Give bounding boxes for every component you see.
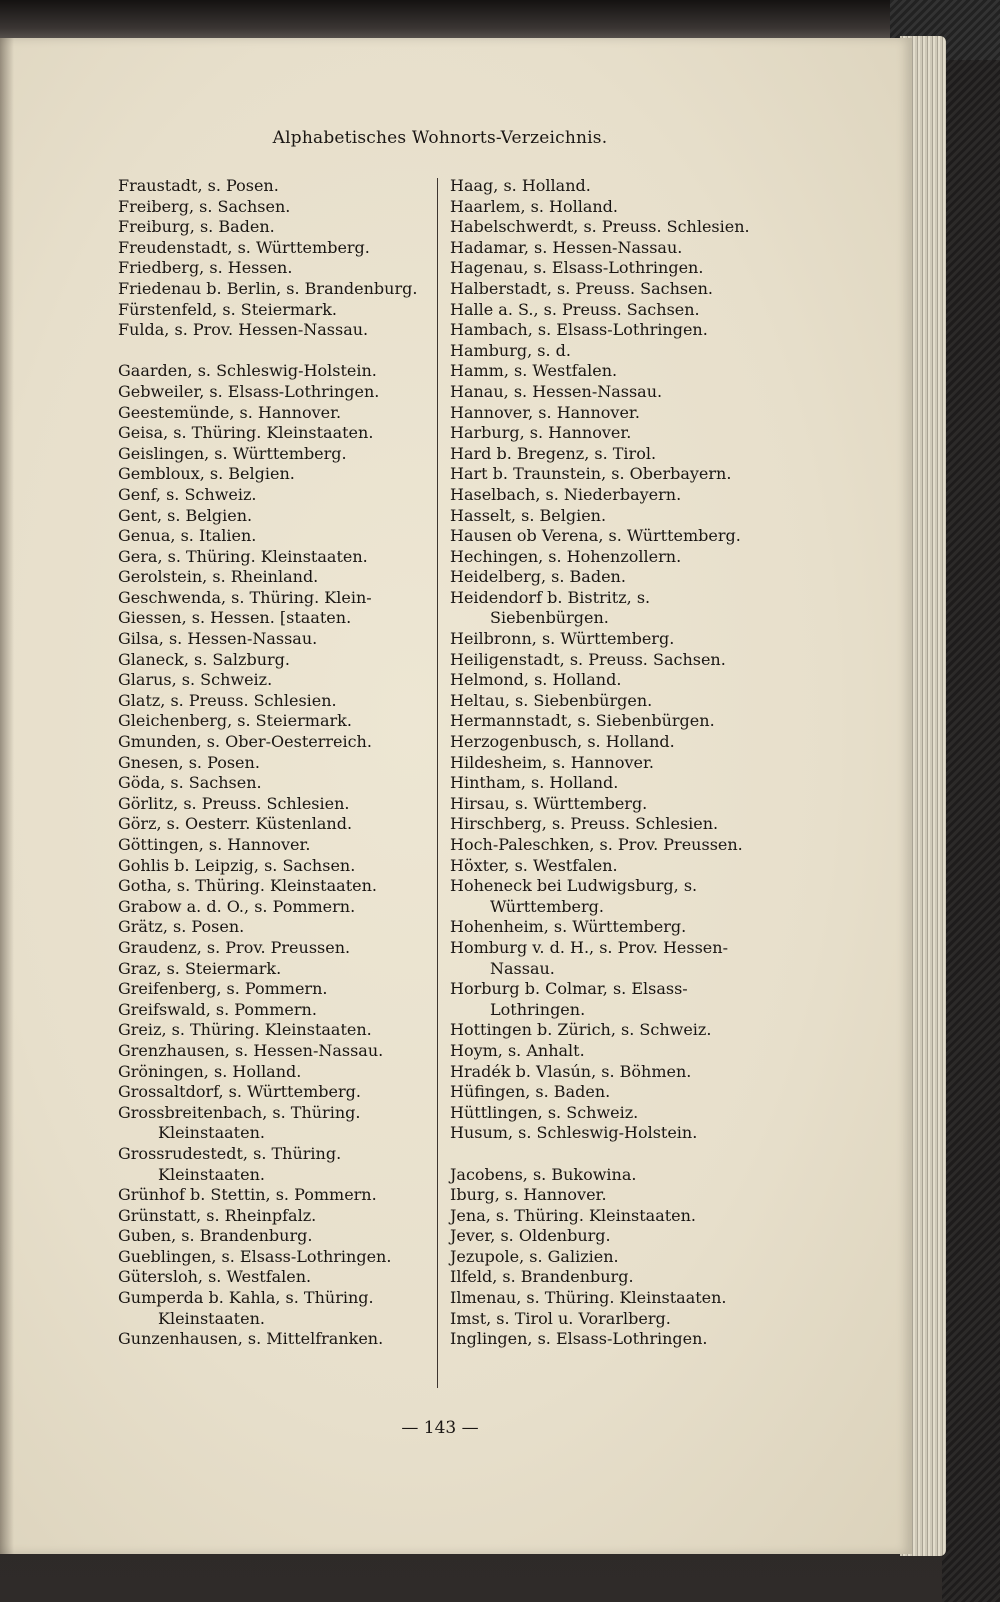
directory-entry: Gunzenhausen, s. Mittelfranken. <box>118 1329 384 1349</box>
directory-entry: Hamburg, s. d. <box>450 340 571 360</box>
left-column <box>118 176 428 1350</box>
directory-entry: Gütersloh, s. Westfalen. <box>118 1267 312 1287</box>
right-column <box>450 176 760 1350</box>
directory-entry: Hintham, s. Holland. <box>450 773 619 793</box>
directory-entry: Genf, s. Schweiz. <box>118 484 257 504</box>
directory-entry: Harburg, s. Hannover. <box>450 423 632 443</box>
directory-entry: Glaneck, s. Salzburg. <box>118 649 290 669</box>
directory-entry: Halle a. S., s. Preuss. Sachsen. <box>450 299 700 319</box>
directory-entry: Horburg b. Colmar, s. Elsass-Lothringen. <box>450 979 688 1019</box>
directory-entry: Iburg, s. Hannover. <box>450 1185 607 1205</box>
directory-entry: Guben, s. Brandenburg. <box>118 1226 313 1246</box>
directory-entry: Inglingen, s. Elsass-Lothringen. <box>450 1329 708 1349</box>
directory-entry: Hambach, s. Elsass-Lothringen. <box>450 320 708 340</box>
directory-entry: Gent, s. Belgien. <box>118 505 253 525</box>
directory-entry: Grossaltdorf, s. Württemberg. <box>118 1082 361 1102</box>
directory-entry: Gmunden, s. Ober-Oesterreich. <box>118 732 372 752</box>
directory-entry: Heidelberg, s. Baden. <box>450 567 626 587</box>
directory-entry: Geislingen, s. Württemberg. <box>118 443 347 463</box>
directory-entry: Hard b. Bregenz, s. Tirol. <box>450 443 657 463</box>
directory-entry: Haselbach, s. Niederbayern. <box>450 484 682 504</box>
directory-entry: Jever, s. Oldenburg. <box>450 1226 611 1246</box>
directory-entry: Ilmenau, s. Thüring. Kleinstaaten. <box>450 1288 727 1308</box>
directory-entry: Herzogenbusch, s. Holland. <box>450 732 675 752</box>
directory-entry: Görz, s. Oesterr. Küstenland. <box>118 814 353 834</box>
section-gap <box>450 1144 760 1165</box>
directory-entry: Gera, s. Thüring. Kleinstaaten. <box>118 546 368 566</box>
directory-entry: Gebweiler, s. Elsass-Lothringen. <box>118 381 380 401</box>
directory-entry: Hart b. Traunstein, s. Oberbayern. <box>450 464 732 484</box>
directory-entry: Hirsau, s. Württemberg. <box>450 793 648 813</box>
directory-entry: Heidendorf b. Bistritz, s. Siebenbürgen. <box>450 587 651 628</box>
directory-entry: Hadamar, s. Hessen-Nassau. <box>450 237 683 257</box>
directory-entry: Grossrudestedt, s. Thüring. Kleinstaaten. <box>118 1143 342 1184</box>
directory-entry: Genua, s. Italien. <box>118 526 257 546</box>
directory-entry: Freiburg, s. Baden. <box>118 217 275 237</box>
column-divider <box>437 178 438 1388</box>
directory-entry: Freudenstadt, s. Württemberg. <box>118 237 370 257</box>
directory-entry: Habelschwerdt, s. Preuss. Schlesien. <box>450 217 750 237</box>
directory-entry: Greifswald, s. Pommern. <box>118 999 317 1019</box>
directory-entry: Gerolstein, s. Rheinland. <box>118 567 319 587</box>
directory-entry: Hoch-Paleschken, s. Prov. Preussen. <box>450 835 743 854</box>
directory-entry: Gueblingen, s. Elsass-Lothringen. <box>118 1246 392 1266</box>
directory-entry: Ilfeld, s. Brandenburg. <box>450 1267 634 1287</box>
scan-top-edge <box>0 0 1000 40</box>
running-header: Alphabetisches Wohnorts-Verzeichnis. <box>272 128 608 148</box>
directory-entry: Hüttlingen, s. Schweiz. <box>450 1102 639 1122</box>
directory-entry: Gembloux, s. Belgien. <box>118 464 295 484</box>
directory-entry: Fraustadt, s. Posen. <box>118 176 279 195</box>
directory-entry: Jacobens, s. Bukowina. <box>450 1164 637 1184</box>
directory-entry: Geschwenda, s. Thüring. Klein- <box>118 587 372 607</box>
directory-entry: Glatz, s. Preuss. Schlesien. <box>118 690 337 710</box>
directory-entry: Halberstadt, s. Preuss. Sachsen. <box>450 278 713 298</box>
directory-entry: Freiberg, s. Sachsen. <box>118 196 291 216</box>
directory-entry: Hamm, s. Westfalen. <box>450 361 618 381</box>
directory-entry: Hirschberg, s. Preuss. Schlesien. <box>450 814 719 834</box>
directory-entry: Grenzhausen, s. Hessen-Nassau. <box>118 1040 384 1060</box>
directory-entry: Husum, s. Schleswig-Holstein. <box>450 1123 698 1143</box>
book-cover-edge <box>942 0 1000 1602</box>
directory-entry: Heltau, s. Siebenbürgen. <box>450 690 653 710</box>
directory-entry: Hoheneck bei Ludwigsburg, s. Württemberg. <box>450 876 698 916</box>
directory-entry: Hradék b. Vlasún, s. Böhmen. <box>450 1061 692 1081</box>
directory-entry: Gotha, s. Thüring. Kleinstaaten. <box>118 876 377 896</box>
directory-entry: Hannover, s. Hannover. <box>450 402 640 422</box>
section-gap <box>118 341 428 362</box>
directory-entry: Heiligenstadt, s. Preuss. Sachsen. <box>450 649 726 669</box>
directory-entry: Hildesheim, s. Hannover. <box>450 752 654 772</box>
directory-entry: Hermannstadt, s. Siebenbürgen. <box>450 711 715 731</box>
directory-entry: Hottingen b. Zürich, s. Schweiz. <box>450 1020 712 1040</box>
directory-entry: Grünstatt, s. Rheinpfalz. <box>118 1205 317 1225</box>
directory-entry: Gnesen, s. Posen. <box>118 752 260 772</box>
directory-entry: Geisa, s. Thüring. Kleinstaaten. <box>118 423 374 443</box>
directory-entry: Friedberg, s. Hessen. <box>118 258 293 278</box>
directory-entry: Gleichenberg, s. Steiermark. <box>118 711 352 731</box>
directory-entry: Hanau, s. Hessen-Nassau. <box>450 381 663 401</box>
directory-entry: Hausen ob Verena, s. Württemberg. <box>450 526 741 546</box>
directory-entry: Jena, s. Thüring. Kleinstaaten. <box>450 1205 697 1225</box>
directory-entry: Gröningen, s. Holland. <box>118 1061 302 1081</box>
directory-entry: Imst, s. Tirol u. Vorarlberg. <box>450 1308 671 1328</box>
directory-entry: Hüfingen, s. Baden. <box>450 1082 611 1102</box>
directory-entry: Heilbronn, s. Württemberg. <box>450 629 675 649</box>
directory-entry: Homburg v. d. H., s. Prov. Hessen-Nassau. <box>450 937 728 978</box>
directory-entry: Grabow a. d. O., s. Pommern. <box>118 896 356 916</box>
directory-entry: Greifenberg, s. Pommern. <box>118 979 328 999</box>
directory-entry: Gohlis b. Leipzig, s. Sachsen. <box>118 855 356 875</box>
directory-entry: Fulda, s. Prov. Hessen-Nassau. <box>118 320 369 340</box>
directory-entry: Graz, s. Steiermark. <box>118 958 282 978</box>
directory-entry: Gilsa, s. Hessen-Nassau. <box>118 629 318 649</box>
directory-entry: Graudenz, s. Prov. Preussen. <box>118 937 351 957</box>
directory-entry: Hagenau, s. Elsass-Lothringen. <box>450 258 704 278</box>
directory-entry: Göda, s. Sachsen. <box>118 773 262 793</box>
directory-entry: Gaarden, s. Schleswig-Holstein. <box>118 361 377 381</box>
directory-entry: Görlitz, s. Preuss. Schlesien. <box>118 793 350 813</box>
directory-entry: Göttingen, s. Hannover. <box>118 835 311 854</box>
directory-entry: Hasselt, s. Belgien. <box>450 505 607 525</box>
directory-entry: Gumperda b. Kahla, s. Thüring. Kleinstaaten. <box>118 1288 374 1328</box>
directory-entry: Fürstenfeld, s. Steiermark. <box>118 299 338 319</box>
directory-entry: Haag, s. Holland. <box>450 176 591 195</box>
directory-entry: Glarus, s. Schweiz. <box>118 670 273 690</box>
directory-entry: Jezupole, s. Galizien. <box>450 1246 619 1266</box>
directory-entry: Hohenheim, s. Württemberg. <box>450 917 687 937</box>
directory-entry: Friedenau b. Berlin, s. Brandenburg. <box>118 278 418 298</box>
directory-entry: Greiz, s. Thüring. Kleinstaaten. <box>118 1020 372 1040</box>
directory-entry: Haarlem, s. Holland. <box>450 196 618 216</box>
directory-entry: Grünhof b. Stettin, s. Pommern. <box>118 1185 377 1205</box>
directory-entry: Hoym, s. Anhalt. <box>450 1040 585 1060</box>
directory-entry: Geestemünde, s. Hannover. <box>118 402 342 422</box>
directory-entry: Helmond, s. Holland. <box>450 670 622 690</box>
directory-entry: Höxter, s. Westfalen. <box>450 855 618 875</box>
directory-entry: Grossbreitenbach, s. Thüring. Kleinstaaten. <box>118 1102 361 1143</box>
directory-entry: Grätz, s. Posen. <box>118 917 245 937</box>
directory-entry: Giessen, s. Hessen. [staaten. <box>118 608 352 628</box>
page-gutter-shadow <box>0 38 14 1554</box>
directory-entry: Hechingen, s. Hohenzollern. <box>450 546 682 566</box>
page-number: — 143 — <box>401 1418 479 1438</box>
